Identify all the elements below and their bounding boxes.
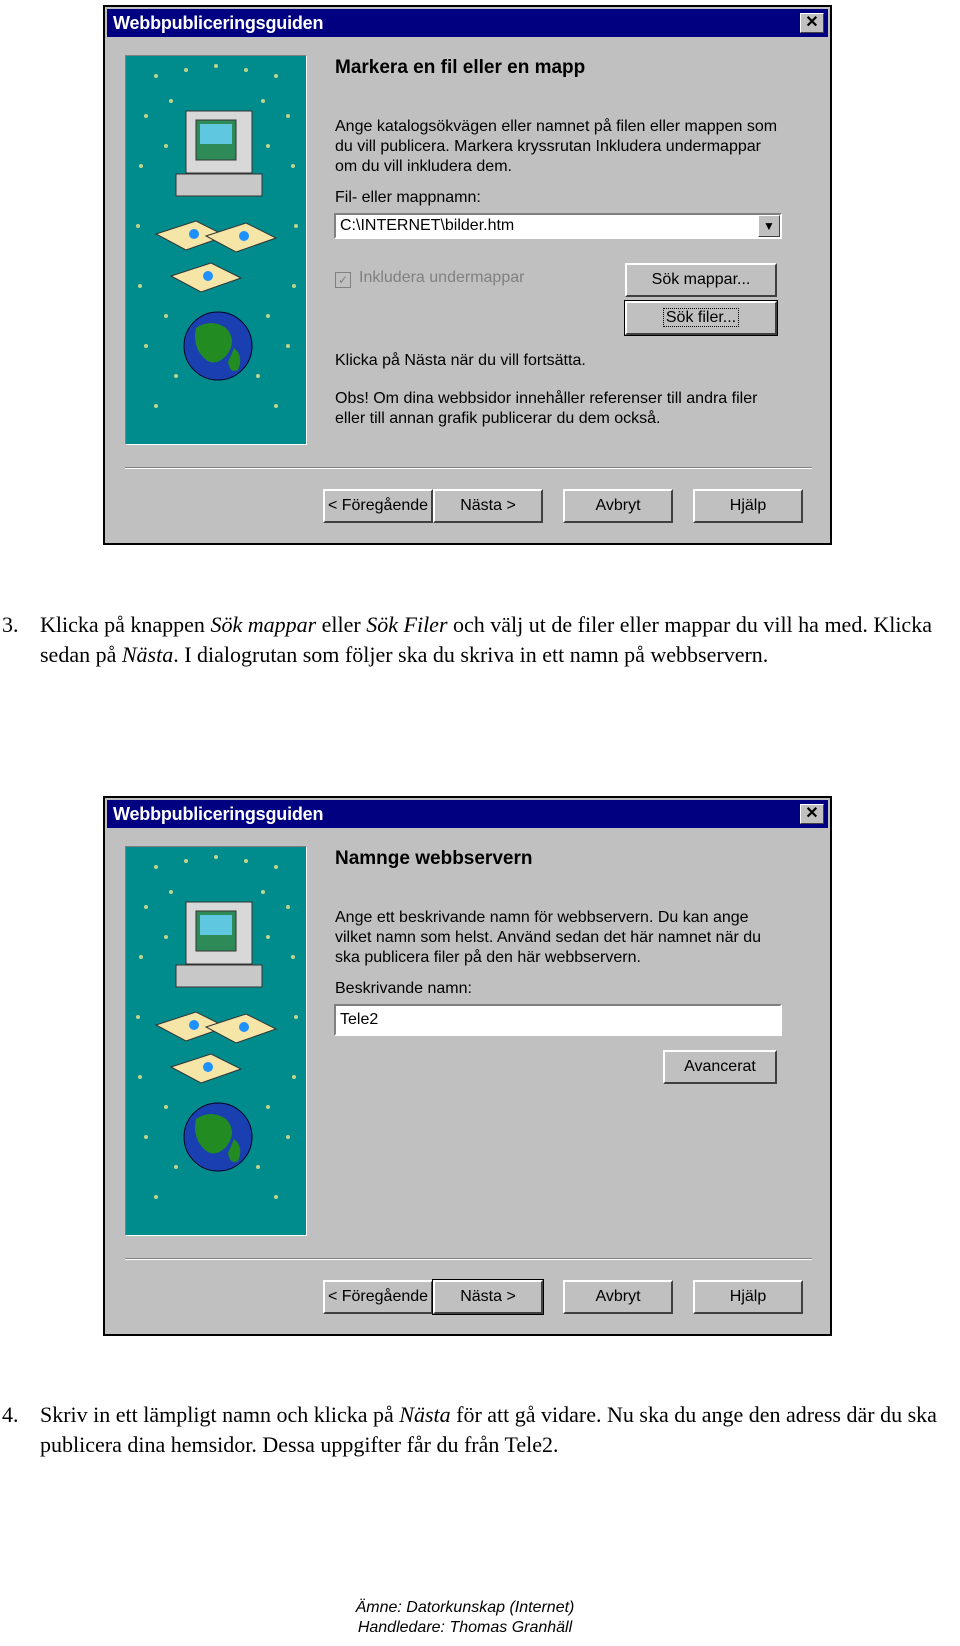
wizard-dialog-name-server <box>103 796 832 1336</box>
step-number: 4. <box>2 1402 19 1427</box>
step-text <box>40 1400 960 1460</box>
help-button[interactable]: Hjälp <box>693 489 803 523</box>
field-label: Fil- eller mappnamn: <box>335 189 481 206</box>
window-title: Webbpubliceringsguiden <box>113 13 324 33</box>
text-segment: Klicka på knappen <box>40 612 211 637</box>
server-name-value: Tele2 <box>340 1011 379 1028</box>
browse-files-button[interactable] <box>625 301 777 335</box>
text-emphasis: Sök Filer <box>366 612 448 637</box>
text-segment: Skriv in ett lämpligt namn och klicka på <box>40 1402 400 1427</box>
step-description: Ange ett beskrivande namn för webbservern. Du kan ange vilket namn som helst. Använd sedan det här namnet när du ska publicera filer på den här webbservern. <box>335 909 762 966</box>
window-title: Webbpubliceringsguiden <box>113 804 324 824</box>
back-button[interactable]: < Föregående <box>323 489 433 523</box>
divider <box>125 1258 812 1260</box>
checkbox-check-icon: ✓ <box>335 272 351 288</box>
footer-teacher: Handledare: Thomas Granhäll <box>357 1619 573 1636</box>
browse-folders-button[interactable]: Sök mappar... <box>625 263 777 297</box>
next-button[interactable]: Nästa > <box>433 489 543 523</box>
continue-instruction: Klicka på Nästa när du vill fortsätta. <box>335 352 586 369</box>
back-button[interactable]: < Föregående <box>323 1280 433 1314</box>
step-text <box>40 610 960 670</box>
wizard-illustration <box>125 846 307 1236</box>
step-heading: Namnge webbservern <box>335 848 533 869</box>
text-segment: . I dialogrutan som följer ska du skriva in ett namn på webbservern. <box>173 642 769 667</box>
advanced-button[interactable]: Avancerat <box>663 1050 777 1084</box>
step-number: 3. <box>2 612 19 637</box>
computer-globe-illustration <box>126 847 307 1236</box>
footer-subject: Ämne: Datorkunskap (Internet) <box>355 1599 575 1616</box>
text-segment: eller <box>316 612 367 637</box>
wizard-illustration <box>125 55 307 445</box>
title-bar <box>107 9 828 37</box>
cancel-button[interactable]: Avbryt <box>563 1280 673 1314</box>
dropdown-arrow-icon[interactable]: ▼ <box>758 215 780 237</box>
note-text: Obs! Om dina webbsidor innehåller referenser till andra filer eller till annan grafik publicerar du dem också. <box>335 390 758 427</box>
wizard-dialog-select-file <box>103 5 832 545</box>
cancel-button[interactable]: Avbryt <box>563 489 673 523</box>
text-segment: och välj ut de filer eller mappar du vill ha med. Klicka sedan på <box>40 612 932 667</box>
step-heading: Markera en fil eller en mapp <box>335 57 586 78</box>
include-subfolders-checkbox[interactable] <box>335 269 524 288</box>
page-footer <box>0 1598 960 1638</box>
computer-globe-illustration <box>126 56 307 445</box>
field-label: Beskrivande namn: <box>335 980 472 997</box>
checkbox-label: Inkludera undermappar <box>359 269 525 286</box>
text-emphasis: Nästa <box>399 1402 451 1427</box>
file-path-value: C:\INTERNET\bilder.htm <box>340 217 515 234</box>
text-emphasis: Sök mappar <box>210 612 317 637</box>
text-segment: för att gå vidare. Nu ska du ange den adress där du ska publicera dina hemsidor. Dessa uppgifter får du från Tele2. <box>40 1402 937 1457</box>
server-name-input[interactable] <box>334 1004 782 1036</box>
step-description: Ange katalogsökvägen eller namnet på filen eller mappen som du vill publicera. Markera kryssrutan Inkludera undermappar om du vill inkludera dem. <box>335 118 778 175</box>
browse-files-label: Sök filer... <box>665 309 737 326</box>
text-emphasis: Nästa <box>121 642 174 667</box>
help-button[interactable]: Hjälp <box>693 1280 803 1314</box>
close-button[interactable]: ✕ <box>800 13 824 33</box>
close-button[interactable]: ✕ <box>800 804 824 824</box>
divider <box>125 467 812 469</box>
next-button[interactable]: Nästa > <box>433 1280 543 1314</box>
file-path-combobox[interactable] <box>334 213 782 239</box>
title-bar <box>107 800 828 828</box>
